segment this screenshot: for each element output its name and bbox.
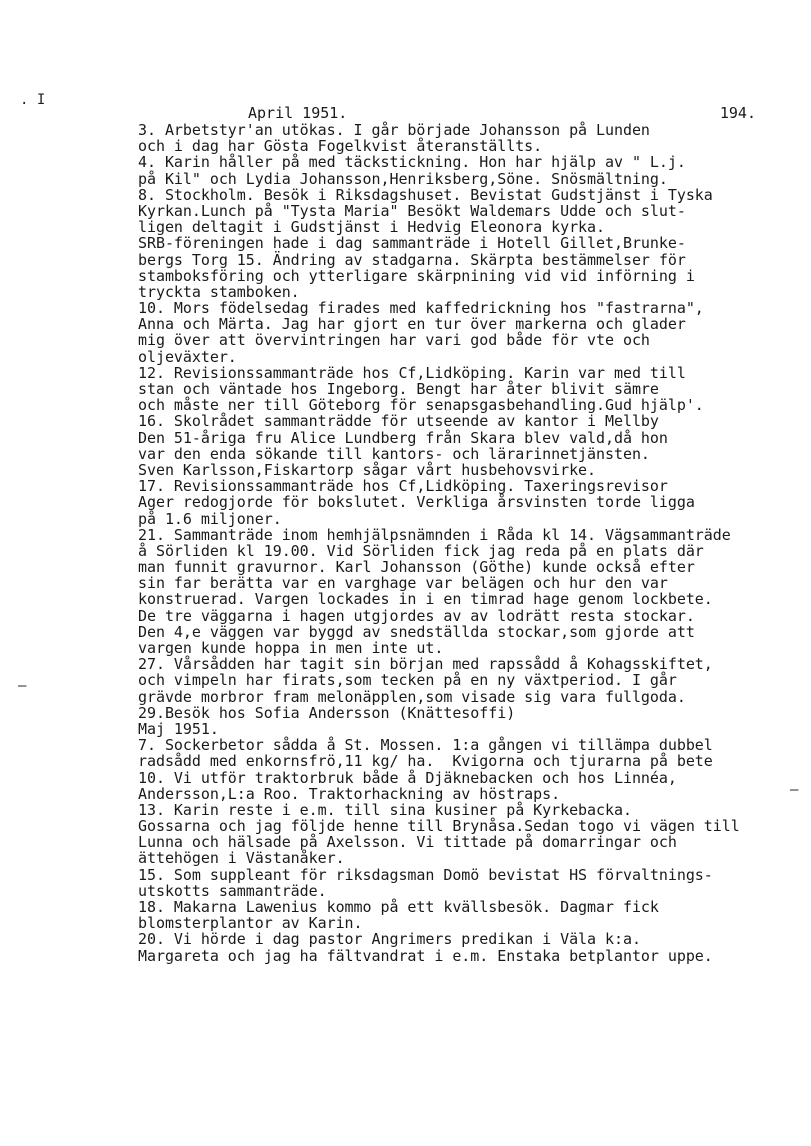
text-line: var den enda sökande till kantors- och lärarinnetjänsten.: [138, 444, 650, 463]
text-line: ättehögen i Västanåker.: [138, 849, 345, 868]
text-line: Anna och Märta. Jag har gjort en tur över markerna och glader: [138, 315, 686, 334]
text-line: Den 4,e väggen var byggd av snedställda stockar,som gjorde att: [138, 622, 695, 641]
text-line: stamboksföring och ytterligare skärpnining vid vid införning i: [138, 266, 695, 285]
header-date: April 1951.: [248, 104, 348, 122]
text-line: Maj 1951.: [138, 719, 219, 738]
text-line: De tre väggarna i hagen utgjordes av av lodrätt resta stockar.: [138, 606, 695, 625]
text-line: 10. Vi utför traktorbruk både å Djäknebacken och hos Linnéa,: [138, 768, 677, 787]
text-line: oljeväxter.: [138, 347, 237, 366]
text-line: man funnit gravurnor. Karl Johansson (Göthe) kunde också efter: [138, 558, 695, 577]
page-number: 194.: [719, 104, 756, 122]
text-line: 3. Arbetstyr'an utökas. I går började Johansson på Lunden: [138, 121, 650, 139]
text-line: Lunna och hälsade på Axelsson. Vi tittade på domarringar och: [138, 833, 677, 852]
text-line: Margareta och jag ha fältvandrat i e.m. Enstaka betplantor uppe.: [138, 946, 713, 965]
margin-mark-right-dash: –: [790, 782, 799, 798]
document-body: [138, 122, 806, 964]
text-line: radsådd med enkornsfrö,11 kg/ ha. Kvigorna och tjurarna på bete: [138, 752, 713, 771]
text-line: mig över att övervintringen har vari god både för vte och: [138, 331, 650, 350]
text-line: 15. Som suppleant för riksdagsman Domö bevistat HS förvaltnings-: [138, 865, 713, 884]
text-line: konstruerad. Vargen lockades in i en timrad hage genom lockbete.: [138, 590, 713, 609]
text-line: 10. Mors födelsedag firades med kaffedrickning hos "fastrarna",: [138, 299, 704, 318]
margin-mark-left-dash: –: [18, 678, 27, 694]
text-line: blomsterplantor av Karin.: [138, 914, 363, 933]
text-line: vargen kunde hoppa in men inte ut.: [138, 639, 444, 657]
text-line: på Kil" och Lydia Johansson,Henriksberg,Söne. Snösmältning.: [138, 169, 668, 188]
text-line: Gossarna och jag följde henne till Brynåsa.Sedan togo vi vägen till: [138, 817, 740, 836]
text-line: Ager redogjorde för bokslutet. Verkliga årsvinsten torde ligga: [138, 493, 695, 512]
text-line: och i dag har Gösta Fogelkvist återanställts.: [138, 137, 543, 156]
text-line: 17. Revisionssammanträde hos Cf,Lidköping. Taxeringsrevisor: [138, 477, 668, 496]
text-line: och vimpeln har firats,som tecken på en ny växtperiod. I går: [138, 671, 677, 690]
text-line: Sven Karlsson,Fiskartorp sågar vårt husbehovsvirke.: [138, 460, 597, 479]
text-line: 21. Sammanträde inom hemhjälpsnämnden i Råda kl 14. Vägsammanträde: [138, 525, 731, 544]
text-line: utskotts sammanträde.: [138, 881, 327, 900]
text-line: 12. Revisionssammanträde hos Cf,Lidköping. Karin var med till: [138, 363, 686, 382]
text-line: 18. Makarna Lawenius kommo på ett kvällsbesök. Dagmar fick: [138, 898, 659, 916]
text-line: tryckta stamboken.: [138, 282, 300, 301]
text-line: 8. Stockholm. Besök i Riksdagshuset. Bevistat Gudstjänst i Tyska: [138, 185, 713, 204]
text-line: 20. Vi hörde i dag pastor Angrimers predikan i Väla k:a.: [138, 930, 641, 949]
text-line: Kyrkan.Lunch på "Tysta Maria" Besökt Waldemars Udde och slut-: [138, 201, 686, 220]
text-line: SRB-föreningen hade i dag sammanträde i Hotell Gillet,Brunke-: [138, 234, 686, 253]
margin-mark-top-left: . I: [20, 92, 46, 108]
text-line: 7. Sockerbetor sådda å St. Mossen. 1:a gången vi tillämpa dubbel: [138, 736, 713, 755]
text-line: ligen deltagit i Gudstjänst i Hedvig Eleonora kyrka.: [138, 218, 606, 237]
text-line: sin far berätta var en varghage var belägen och hur den var: [138, 574, 668, 593]
text-line: Den 51-åriga fru Alice Lundberg från Skara blev vald,då hon: [138, 428, 668, 447]
text-line: 27. Vårsådden har tagit sin början med rapssådd å Kohagsskiftet,: [138, 655, 713, 674]
text-line: å Sörliden kl 19.00. Vid Sörliden fick jag reda på en plats där: [138, 541, 704, 560]
text-line: 29.Besök hos Sofia Andersson (Knättesoffi): [138, 703, 516, 722]
text-line: Andersson,L:a Roo. Traktorhackning av höstraps.: [138, 784, 561, 803]
text-line: 13. Karin reste i e.m. till sina kusiner på Kyrkebacka.: [138, 800, 632, 819]
text-line: och måste ner till Göteborg för senapsgasbehandling.Gud hjälp'.: [138, 396, 704, 415]
text-line: grävde morbror fram melonäpplen,som visade sig vara fullgoda.: [138, 687, 686, 706]
text-line: på 1.6 miljoner.: [138, 509, 282, 528]
text-line: stan och väntade hos Ingeborg. Bengt har åter blivit sämre: [138, 380, 659, 398]
text-line: bergs Torg 15. Ändring av stadgarna. Skärpta bestämmelser för: [138, 250, 686, 269]
text-line: 16. Skolrådet sammanträdde för utseende av kantor i Mellby: [138, 412, 659, 431]
text-line: 4. Karin håller på med täckstickning. Hon har hjälp av " L.j.: [138, 153, 686, 172]
